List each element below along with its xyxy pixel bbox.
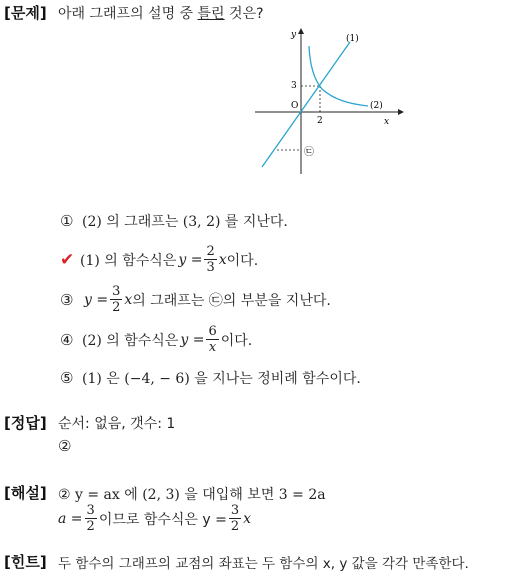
question-text [58, 3, 264, 23]
explanation-frac2-num: 3 [230, 503, 240, 518]
x-axis-arrow [398, 109, 404, 115]
curve-2 [309, 46, 368, 106]
choice-2-fraction [204, 244, 216, 275]
tick-x-label: 2 [317, 116, 323, 126]
choice-2[interactable] [60, 244, 258, 275]
tick-y-label: 3 [291, 81, 297, 91]
explanation-frac1-num: 3 [86, 503, 95, 518]
choice-3[interactable] [60, 284, 331, 315]
choice-2-pre: (1) 의 함수식은 [80, 252, 177, 269]
choice-4-frac-den: x [208, 340, 217, 355]
explanation-line-1: ② y = ax 에 (2, 3) 을 대입해 보면 3 = 2a [58, 487, 326, 503]
axis-y-label: y [291, 30, 297, 40]
choice-1-mark: ① [60, 212, 74, 230]
choice-3-fraction [110, 284, 122, 315]
question-text-emph: 틀린 [197, 6, 225, 22]
choice-2-frac-num: 2 [206, 244, 215, 259]
choice-3-var: x [124, 291, 133, 308]
question-text-before: 아래 그래프의 설명 중 [58, 6, 198, 22]
choice-5-mark: ⑤ [60, 369, 74, 387]
curve-2-label: (2) [370, 101, 383, 111]
choice-3-frac-den: 2 [112, 300, 121, 315]
answer-line-1: 순서: 없음, 갯수: 1 [58, 416, 176, 432]
explanation-frac2-den: 2 [230, 519, 240, 534]
choice-4-eq: y = [180, 331, 205, 348]
explanation-frac1-den: 2 [86, 519, 95, 534]
hint-text: 두 함수의 그래프의 교점의 좌표는 두 함수의 x, y 값을 각각 만족한다. [58, 556, 469, 572]
question-tag: [문제] [4, 4, 47, 22]
choice-4[interactable] [60, 324, 252, 355]
choice-4-mark: ④ [60, 330, 74, 349]
choice-5-text: (1) 은 (−4, − 6) 을 지나는 정비례 함수이다. [82, 371, 361, 387]
explanation-a-eq: a = [58, 510, 83, 527]
question-text-after: 것은? [224, 6, 264, 22]
choice-3-post: 의 그래프는 ㉢의 부분을 지난다. [132, 292, 331, 309]
choice-3-mark: ③ [60, 290, 74, 309]
choice-4-fraction [206, 324, 218, 355]
choice-3-eq: y = [84, 291, 109, 308]
check-icon: ✔ [60, 249, 75, 270]
choice-4-pre: (2) 의 함수식은 [82, 332, 179, 349]
choice-5[interactable] [60, 368, 361, 388]
explanation-fraction-1 [85, 503, 97, 534]
y-axis-arrow [298, 28, 304, 34]
choice-2-post: 이다. [226, 252, 259, 269]
explanation-var: x [243, 510, 252, 527]
explanation-line-2 [58, 503, 251, 534]
explanation-tag: [해설] [4, 484, 47, 502]
axis-x-label: x [384, 117, 390, 127]
hint-tag: [힌트] [4, 553, 47, 571]
choice-3-frac-num: 3 [112, 284, 121, 299]
line-1-label: (1) [346, 34, 359, 44]
choice-2-eq: y = [178, 251, 203, 268]
choice-2-var: x [218, 251, 227, 268]
choice-4-post: 이다. [220, 332, 253, 349]
choice-1-text: (2) 의 그래프는 (3, 2) 를 지난다. [82, 214, 288, 230]
origin-label: O [291, 101, 299, 111]
choice-4-frac-num: 6 [208, 324, 217, 339]
explanation-fraction-2 [229, 503, 241, 534]
answer-tag: [정답] [4, 414, 47, 432]
function-graph [250, 24, 410, 180]
choice-1[interactable] [60, 211, 288, 231]
region-label: ㉢ [304, 147, 314, 158]
explanation-mid: 이므로 함수식은 y = [98, 511, 227, 528]
answer-line-2: ② [58, 437, 72, 455]
choice-2-frac-den: 3 [206, 260, 215, 275]
